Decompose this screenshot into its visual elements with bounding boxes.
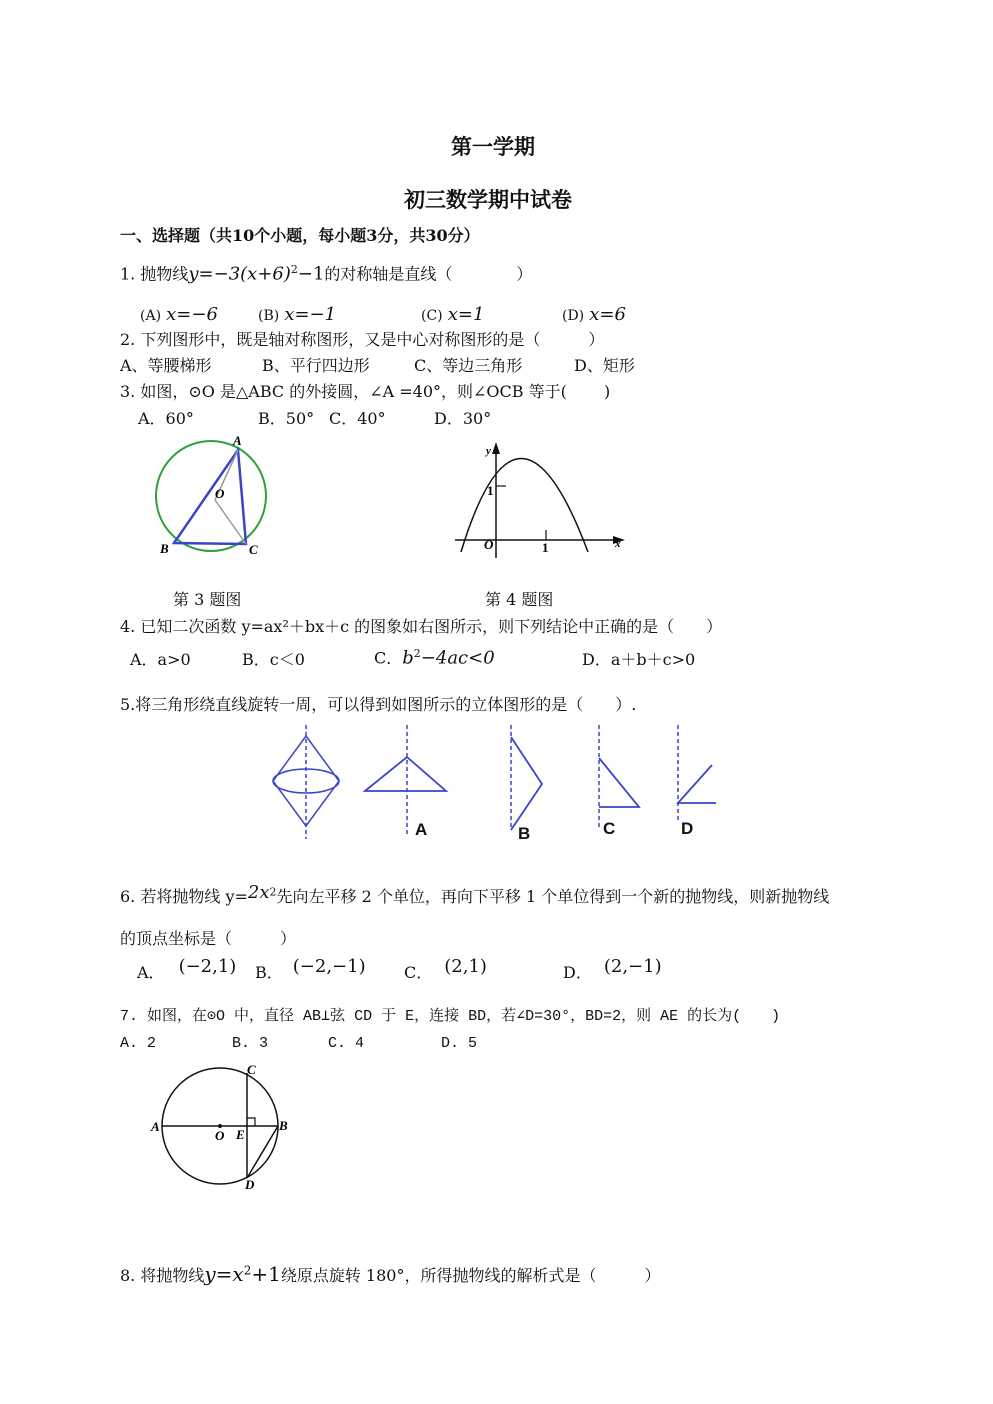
q6-option-b[interactable]: B． (−2,−1) [255, 956, 366, 982]
term-heading: 第一学期 [451, 134, 535, 159]
q6-option-a[interactable]: A． (−2,1) [137, 956, 237, 982]
q3-figure-caption: 第 3 题图 [173, 590, 242, 609]
q7-option-d[interactable]: D. 5 [441, 1035, 478, 1052]
q5-figures [265, 722, 725, 847]
q5-option-b-figure[interactable] [511, 725, 542, 843]
q6-stem: 6. 若将抛物线 $y=2x^2$先向左平移 2 个单位，再向下平移 1 个单位得到一个新的抛物线，则新抛物线 [120, 882, 830, 906]
q3-option-b[interactable]: B．50° [258, 409, 315, 428]
q3-option-c[interactable]: C．40° [329, 409, 386, 428]
q7-stem: 7. 如图，在⊙O 中，直径 AB⊥弦 CD 于 E，连接 BD，若∠D=30°，BD=2，则 AE 的长为( ) [120, 1008, 781, 1025]
q6-stem-line2: 的顶点坐标是（ ） [120, 929, 297, 948]
q4-figure-caption: 第 4 题图 [485, 590, 554, 609]
section-heading: 一、选择题（共10个小题，每小题3分，共30分） [120, 226, 480, 245]
right-angle-mark [247, 1118, 255, 1126]
q7-point-a: A [151, 1119, 160, 1134]
page-title: 初三数学期中试卷 [404, 187, 572, 212]
q1-prefix: 1. 抛物线 [120, 264, 189, 284]
q4-option-c[interactable]: C．$b^2-4ac<0$ [374, 647, 495, 669]
x-axis-label: x [615, 538, 621, 550]
q4-option-b[interactable]: B．c＜0 [242, 650, 305, 669]
q7-option-a[interactable]: A. 2 [120, 1035, 157, 1052]
q7-point-e: E [236, 1127, 245, 1142]
q5-stem: 5.将三角形绕直线旋转一周，可以得到如图所示的立体图形的是（ ）. [120, 695, 637, 714]
origin-label: O [484, 537, 494, 552]
point-o-label: O [215, 486, 225, 501]
q3-figure [150, 432, 280, 562]
q6-option-d[interactable]: D． (2,−1) [563, 956, 662, 982]
q4-stem: 4. 已知二次函数 y=ax²＋bx＋c 的图象如右图所示，则下列结论中正确的是（ ） [120, 617, 723, 636]
q1-equation: y=−3(x+6) [188, 263, 291, 285]
q6-option-c[interactable]: C． (2,1) [404, 956, 487, 982]
q7-point-c: C [247, 1062, 256, 1077]
double-cone-figure [273, 725, 339, 839]
parabola [461, 459, 588, 553]
q3-stem: 3. 如图，⊙O 是△ABC 的外接圆，∠A =40°，则∠OCB 等于( ) [120, 382, 611, 401]
segment-bd [247, 1126, 278, 1178]
q5-option-a-figure[interactable] [365, 725, 446, 839]
q3-option-a[interactable]: A．60° [138, 409, 194, 428]
point-b-label: B [160, 541, 169, 556]
q2-stem: 2. 下列图形中，既是轴对称图形，又是中心对称图形的是（ ） [120, 330, 605, 349]
circumcircle [156, 441, 266, 551]
q2-option-d[interactable]: D、矩形 [574, 356, 635, 375]
q7-option-b[interactable]: B. 3 [232, 1035, 269, 1052]
q1-equation-tail: −1 [297, 263, 325, 285]
q1-exponent: 2 [290, 263, 298, 276]
q2-option-a[interactable]: A、等腰梯形 [120, 356, 212, 375]
q4-option-d[interactable]: D．a＋b＋c>0 [582, 650, 696, 669]
q7-point-b: B [279, 1118, 288, 1133]
q5-option-d-figure[interactable] [678, 725, 716, 838]
q1-stem [120, 264, 532, 283]
y-axis-label: y [486, 445, 491, 457]
q4-option-a[interactable]: A．a>0 [130, 650, 191, 669]
q7-point-d: D [245, 1177, 255, 1192]
q8-stem: 8. 将抛物线$y=x^2+1$绕原点旋转 180°，所得抛物线的解析式是（ ） [120, 1262, 661, 1286]
q1-suffix: 的对称轴是直线（ ） [324, 264, 533, 284]
q7-figure [148, 1058, 298, 1193]
x-one-label: 1 [542, 540, 549, 555]
q5-label-a: A [415, 820, 428, 839]
q3-option-d[interactable]: D．30° [434, 409, 492, 428]
q1-option-c[interactable]: (C) x=1 [421, 304, 485, 325]
q1-option-d[interactable]: (D) x=6 [562, 304, 626, 325]
q5-label-b: B [518, 824, 531, 843]
q5-option-c-figure[interactable] [599, 725, 639, 838]
q2-option-c[interactable]: C、等边三角形 [414, 356, 523, 375]
point-a-label: A [233, 433, 242, 448]
q7-point-o: O [215, 1128, 225, 1143]
q5-label-d: D [681, 819, 694, 838]
q5-label-c: C [603, 819, 616, 838]
point-c-label: C [249, 542, 258, 557]
radius-oc [215, 500, 246, 544]
q2-option-b[interactable]: B、平行四边形 [262, 356, 370, 375]
q7-option-c[interactable]: C. 4 [328, 1035, 365, 1052]
q4-graph [455, 440, 630, 560]
y-one-label: 1 [487, 483, 494, 498]
q1-option-b[interactable]: (B) x=−1 [258, 304, 337, 325]
q1-option-a[interactable]: (A) x=−6 [140, 304, 218, 325]
y-axis-arrow [492, 442, 500, 454]
